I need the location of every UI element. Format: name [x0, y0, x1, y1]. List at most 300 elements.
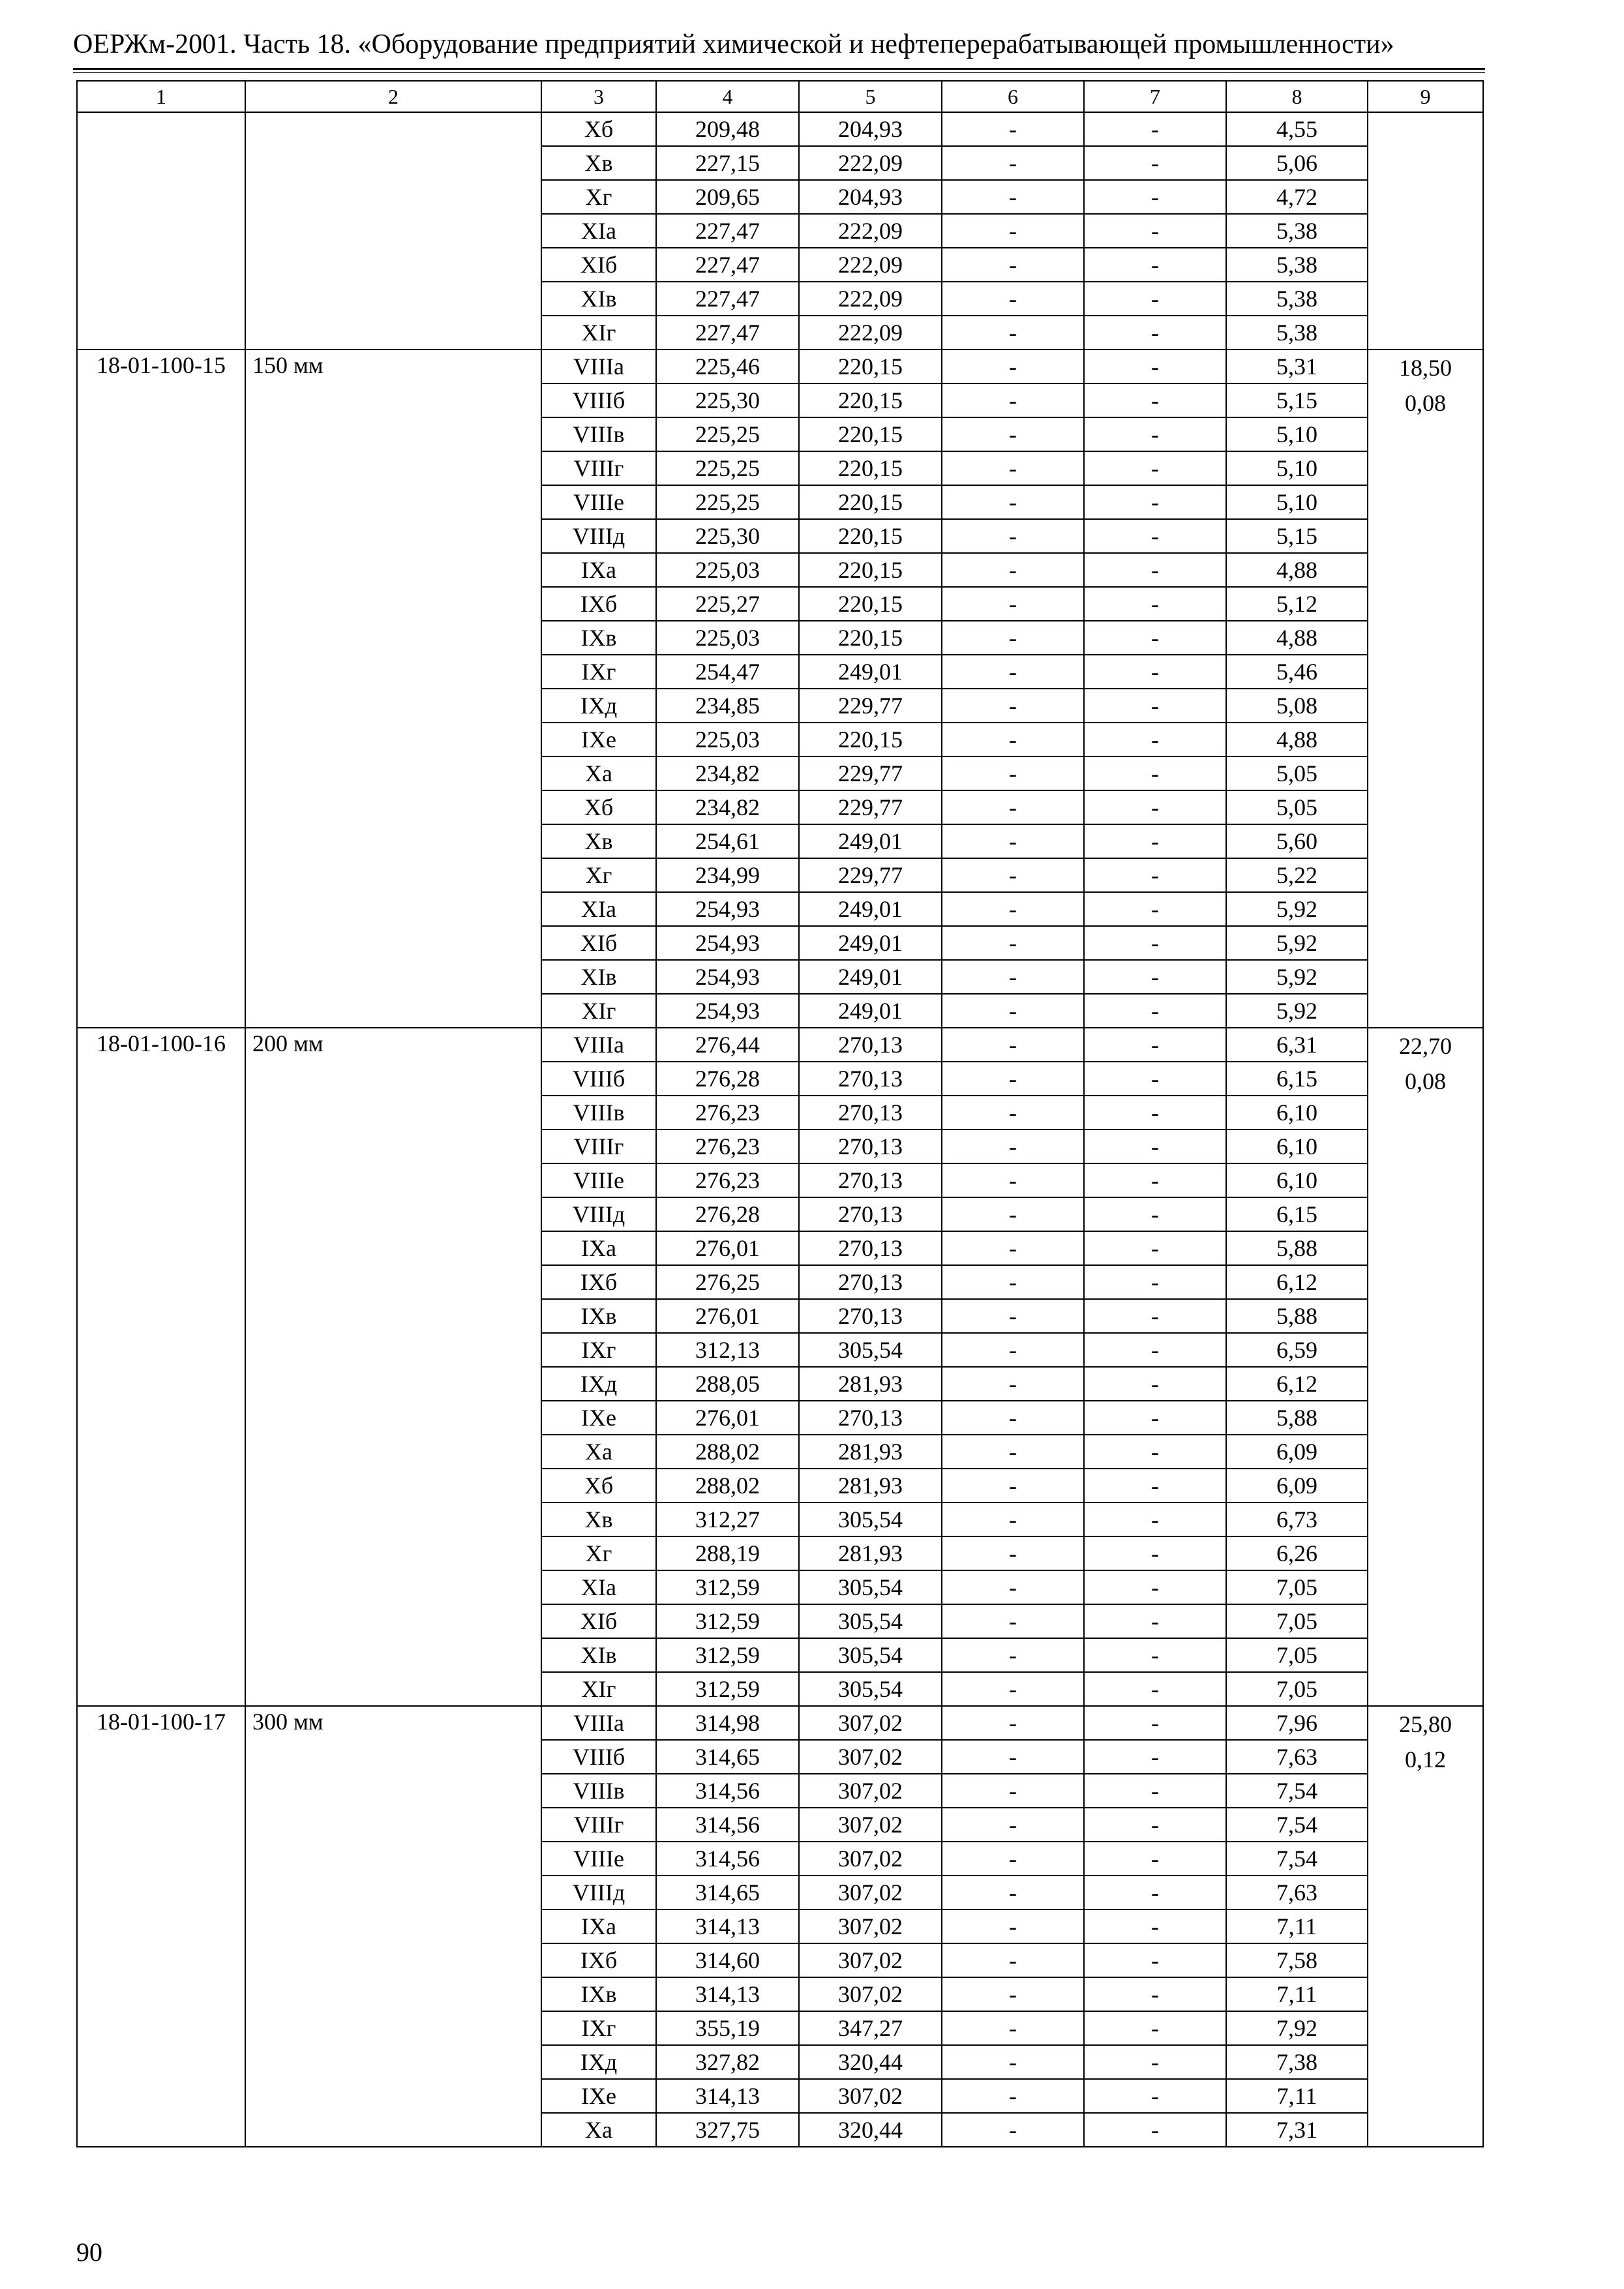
machines-cell: -: [942, 1469, 1084, 1503]
column-number-cell: 4: [656, 81, 799, 112]
machines-cell: -: [942, 146, 1084, 180]
machines-cell: -: [942, 1333, 1084, 1367]
machines-cell: -: [942, 2011, 1084, 2045]
machines-cell: -: [942, 1503, 1084, 1536]
section-cell: Xг: [541, 858, 656, 892]
machines-cell: -: [942, 858, 1084, 892]
total-cost-cell: 254,93: [656, 892, 799, 926]
machines-cell: -: [942, 1909, 1084, 1943]
section-cell: XIв: [541, 282, 656, 316]
materials-cell: 5,15: [1226, 383, 1368, 417]
total-cost-cell: 314,65: [656, 1876, 799, 1909]
machines-cell: -: [942, 1197, 1084, 1231]
materials-cell: 5,38: [1226, 214, 1368, 248]
machinists-wages-cell: -: [1084, 587, 1226, 621]
total-cost-cell: 254,61: [656, 824, 799, 858]
machinists-wages-cell: -: [1084, 1469, 1226, 1503]
total-cost-cell: 227,47: [656, 316, 799, 350]
materials-cell: 6,10: [1226, 1096, 1368, 1130]
machines-cell: -: [942, 1062, 1084, 1096]
wages-cell: 249,01: [799, 926, 942, 960]
section-cell: IXа: [541, 553, 656, 587]
machines-cell: -: [942, 926, 1084, 960]
machines-cell: -: [942, 451, 1084, 485]
materials-cell: 5,06: [1226, 146, 1368, 180]
total-cost-cell: 225,46: [656, 350, 799, 383]
section-cell: IXг: [541, 655, 656, 689]
machinists-wages-cell: -: [1084, 350, 1226, 383]
machinists-wages-cell: -: [1084, 1604, 1226, 1638]
machinists-wages-cell: -: [1084, 960, 1226, 994]
rate-name-cell: 150 мм: [245, 350, 541, 1028]
wages-cell: 220,15: [799, 587, 942, 621]
total-cost-cell: 234,82: [656, 756, 799, 790]
machines-cell: -: [942, 485, 1084, 519]
machines-cell: -: [942, 383, 1084, 417]
total-cost-cell: 209,65: [656, 180, 799, 214]
machines-cell: -: [942, 892, 1084, 926]
materials-cell: 6,59: [1226, 1333, 1368, 1367]
table-row: [77, 1706, 1483, 1740]
header-rule: [73, 68, 1485, 70]
section-cell: VIIIг: [541, 1130, 656, 1163]
rate-code-cell: 18-01-100-15: [77, 350, 245, 1028]
machines-cell: -: [942, 417, 1084, 451]
machines-cell: -: [942, 723, 1084, 756]
materials-cell: 7,54: [1226, 1774, 1368, 1808]
materials-cell: 7,54: [1226, 1842, 1368, 1876]
wages-cell: 305,54: [799, 1333, 942, 1367]
section-cell: VIIIв: [541, 417, 656, 451]
total-cost-cell: 276,01: [656, 1299, 799, 1333]
section-cell: VIIIд: [541, 1876, 656, 1909]
total-cost-cell: 234,99: [656, 858, 799, 892]
materials-cell: 7,31: [1226, 2113, 1368, 2147]
wages-cell: 249,01: [799, 892, 942, 926]
materials-cell: 5,92: [1226, 892, 1368, 926]
wages-cell: 305,54: [799, 1604, 942, 1638]
materials-cell: 6,15: [1226, 1062, 1368, 1096]
materials-cell: 6,26: [1226, 1536, 1368, 1570]
wages-cell: 270,13: [799, 1197, 942, 1231]
machines-cell: -: [942, 1231, 1084, 1265]
total-cost-cell: 276,25: [656, 1265, 799, 1299]
machines-cell: -: [942, 1740, 1084, 1774]
total-cost-cell: 227,47: [656, 248, 799, 282]
wages-cell: 307,02: [799, 1977, 942, 2011]
machinists-wages-cell: -: [1084, 1163, 1226, 1197]
machinists-wages-cell: -: [1084, 1943, 1226, 1977]
machines-cell: -: [942, 1570, 1084, 1604]
section-cell: XIа: [541, 214, 656, 248]
machinists-wages-cell: -: [1084, 146, 1226, 180]
section-cell: XIа: [541, 1570, 656, 1604]
materials-cell: 6,10: [1226, 1163, 1368, 1197]
wages-cell: 270,13: [799, 1265, 942, 1299]
section-cell: Xб: [541, 1469, 656, 1503]
rates-table: [76, 80, 1484, 2147]
total-cost-cell: 225,30: [656, 383, 799, 417]
total-cost-cell: 314,13: [656, 2079, 799, 2113]
section-cell: VIIIв: [541, 1774, 656, 1808]
materials-cell: 4,88: [1226, 553, 1368, 587]
machines-cell: -: [942, 1265, 1084, 1299]
wages-cell: 222,09: [799, 146, 942, 180]
wages-cell: 307,02: [799, 1876, 942, 1909]
labor-cost-value: 0,08: [1405, 1068, 1446, 1094]
total-cost-cell: 234,82: [656, 790, 799, 824]
machinists-wages-cell: -: [1084, 1367, 1226, 1401]
machines-cell: -: [942, 655, 1084, 689]
section-cell: XIб: [541, 248, 656, 282]
rate-name-cell: 200 мм: [245, 1028, 541, 1706]
machinists-wages-cell: -: [1084, 2113, 1226, 2147]
materials-cell: 7,63: [1226, 1740, 1368, 1774]
machinists-wages-cell: -: [1084, 1909, 1226, 1943]
machines-cell: -: [942, 1943, 1084, 1977]
total-cost-cell: 254,93: [656, 926, 799, 960]
machinists-wages-cell: -: [1084, 1977, 1226, 2011]
materials-cell: 5,60: [1226, 824, 1368, 858]
total-cost-cell: 276,23: [656, 1096, 799, 1130]
machinists-wages-cell: -: [1084, 1299, 1226, 1333]
labor-cost-cell: [1368, 350, 1483, 1028]
machinists-wages-cell: -: [1084, 1842, 1226, 1876]
labor-cost-value: 22,70: [1399, 1033, 1452, 1059]
materials-cell: 7,05: [1226, 1638, 1368, 1672]
materials-cell: 5,31: [1226, 350, 1368, 383]
materials-cell: 5,05: [1226, 756, 1368, 790]
wages-cell: 220,15: [799, 383, 942, 417]
wages-cell: 320,44: [799, 2113, 942, 2147]
machines-cell: -: [942, 350, 1084, 383]
machinists-wages-cell: -: [1084, 1638, 1226, 1672]
materials-cell: 6,73: [1226, 1503, 1368, 1536]
section-cell: IXб: [541, 1265, 656, 1299]
section-cell: Xб: [541, 790, 656, 824]
total-cost-cell: 254,47: [656, 655, 799, 689]
wages-cell: 281,93: [799, 1469, 942, 1503]
section-cell: VIIIд: [541, 519, 656, 553]
total-cost-cell: 314,56: [656, 1842, 799, 1876]
wages-cell: 320,44: [799, 2045, 942, 2079]
section-cell: Xб: [541, 112, 656, 146]
total-cost-cell: 225,03: [656, 553, 799, 587]
total-cost-cell: 209,48: [656, 112, 799, 146]
total-cost-cell: 227,47: [656, 214, 799, 248]
total-cost-cell: 276,23: [656, 1130, 799, 1163]
total-cost-cell: 314,98: [656, 1706, 799, 1740]
machinists-wages-cell: -: [1084, 1774, 1226, 1808]
materials-cell: 4,88: [1226, 723, 1368, 756]
machinists-wages-cell: -: [1084, 383, 1226, 417]
wages-cell: 307,02: [799, 1943, 942, 1977]
rate-code-cell: [77, 112, 245, 350]
section-cell: XIв: [541, 960, 656, 994]
rate-name-cell: 300 мм: [245, 1706, 541, 2147]
rate-name-cell: [245, 112, 541, 350]
materials-cell: 5,10: [1226, 417, 1368, 451]
section-cell: VIIIд: [541, 1197, 656, 1231]
machines-cell: -: [942, 1706, 1084, 1740]
labor-cost-value: 0,12: [1405, 1746, 1446, 1773]
section-cell: IXв: [541, 1977, 656, 2011]
machines-cell: -: [942, 282, 1084, 316]
machines-cell: -: [942, 316, 1084, 350]
machinists-wages-cell: -: [1084, 451, 1226, 485]
total-cost-cell: 225,25: [656, 417, 799, 451]
section-cell: XIб: [541, 1604, 656, 1638]
column-number-cell: 8: [1226, 81, 1368, 112]
wages-cell: 249,01: [799, 824, 942, 858]
materials-cell: 7,11: [1226, 1909, 1368, 1943]
machines-cell: -: [942, 553, 1084, 587]
labor-cost-value: 0,08: [1405, 390, 1446, 416]
section-cell: Xв: [541, 824, 656, 858]
wages-cell: 220,15: [799, 723, 942, 756]
machinists-wages-cell: -: [1084, 282, 1226, 316]
machinists-wages-cell: -: [1084, 1435, 1226, 1469]
section-cell: IXб: [541, 1943, 656, 1977]
wages-cell: 270,13: [799, 1299, 942, 1333]
wages-cell: 249,01: [799, 994, 942, 1028]
wages-cell: 307,02: [799, 1808, 942, 1842]
section-cell: VIIIб: [541, 383, 656, 417]
machines-cell: -: [942, 1604, 1084, 1638]
page-number: 90: [76, 2237, 102, 2267]
machinists-wages-cell: -: [1084, 892, 1226, 926]
machines-cell: -: [942, 1028, 1084, 1062]
machinists-wages-cell: -: [1084, 2011, 1226, 2045]
total-cost-cell: 288,19: [656, 1536, 799, 1570]
total-cost-cell: 312,59: [656, 1570, 799, 1604]
total-cost-cell: 276,23: [656, 1163, 799, 1197]
materials-cell: 6,12: [1226, 1367, 1368, 1401]
total-cost-cell: 254,93: [656, 994, 799, 1028]
materials-cell: 5,88: [1226, 1401, 1368, 1435]
total-cost-cell: 314,60: [656, 1943, 799, 1977]
column-number-cell: 7: [1084, 81, 1226, 112]
machines-cell: -: [942, 112, 1084, 146]
wages-cell: 222,09: [799, 282, 942, 316]
section-cell: XIв: [541, 1638, 656, 1672]
machinists-wages-cell: -: [1084, 1265, 1226, 1299]
machinists-wages-cell: -: [1084, 858, 1226, 892]
machinists-wages-cell: -: [1084, 1231, 1226, 1265]
machines-cell: -: [942, 1672, 1084, 1706]
materials-cell: 6,09: [1226, 1435, 1368, 1469]
total-cost-cell: 227,15: [656, 146, 799, 180]
section-cell: XIа: [541, 892, 656, 926]
section-cell: VIIIе: [541, 1842, 656, 1876]
machinists-wages-cell: -: [1084, 1333, 1226, 1367]
materials-cell: 6,10: [1226, 1130, 1368, 1163]
wages-cell: 305,54: [799, 1503, 942, 1536]
wages-cell: 229,77: [799, 756, 942, 790]
total-cost-cell: 276,28: [656, 1197, 799, 1231]
machinists-wages-cell: -: [1084, 994, 1226, 1028]
machinists-wages-cell: -: [1084, 1536, 1226, 1570]
materials-cell: 5,38: [1226, 248, 1368, 282]
wages-cell: 220,15: [799, 553, 942, 587]
machines-cell: -: [942, 248, 1084, 282]
section-cell: XIб: [541, 926, 656, 960]
materials-cell: 7,96: [1226, 1706, 1368, 1740]
total-cost-cell: 314,13: [656, 1909, 799, 1943]
wages-cell: 270,13: [799, 1401, 942, 1435]
materials-cell: 5,05: [1226, 790, 1368, 824]
wages-cell: 220,15: [799, 417, 942, 451]
section-cell: Xа: [541, 1435, 656, 1469]
machinists-wages-cell: -: [1084, 655, 1226, 689]
header-rule-thin: [73, 72, 1485, 73]
materials-cell: 5,38: [1226, 316, 1368, 350]
machinists-wages-cell: -: [1084, 180, 1226, 214]
wages-cell: 220,15: [799, 451, 942, 485]
materials-cell: 5,10: [1226, 485, 1368, 519]
rate-code-cell: 18-01-100-17: [77, 1706, 245, 2147]
section-cell: IXа: [541, 1909, 656, 1943]
wages-cell: 305,54: [799, 1672, 942, 1706]
materials-cell: 5,38: [1226, 282, 1368, 316]
materials-cell: 6,31: [1226, 1028, 1368, 1062]
total-cost-cell: 327,82: [656, 2045, 799, 2079]
materials-cell: 6,15: [1226, 1197, 1368, 1231]
machinists-wages-cell: -: [1084, 417, 1226, 451]
machinists-wages-cell: -: [1084, 1096, 1226, 1130]
machinists-wages-cell: -: [1084, 2079, 1226, 2113]
materials-cell: 7,11: [1226, 2079, 1368, 2113]
column-number-cell: 3: [541, 81, 656, 112]
machinists-wages-cell: -: [1084, 926, 1226, 960]
total-cost-cell: 276,44: [656, 1028, 799, 1062]
wages-cell: 249,01: [799, 960, 942, 994]
machinists-wages-cell: -: [1084, 485, 1226, 519]
machines-cell: -: [942, 756, 1084, 790]
machinists-wages-cell: -: [1084, 1197, 1226, 1231]
section-cell: Xв: [541, 146, 656, 180]
section-cell: VIIIв: [541, 1096, 656, 1130]
machinists-wages-cell: -: [1084, 1028, 1226, 1062]
materials-cell: 5,15: [1226, 519, 1368, 553]
section-cell: VIIIг: [541, 451, 656, 485]
materials-cell: 7,05: [1226, 1604, 1368, 1638]
table-body: [77, 81, 1483, 2147]
total-cost-cell: 225,25: [656, 451, 799, 485]
wages-cell: 220,15: [799, 485, 942, 519]
section-cell: IXв: [541, 1299, 656, 1333]
machinists-wages-cell: -: [1084, 1740, 1226, 1774]
materials-cell: 5,10: [1226, 451, 1368, 485]
wages-cell: 270,13: [799, 1062, 942, 1096]
section-cell: IXе: [541, 2079, 656, 2113]
machines-cell: -: [942, 621, 1084, 655]
column-number-cell: 2: [245, 81, 541, 112]
machinists-wages-cell: -: [1084, 1503, 1226, 1536]
page-header-title: ОЕРЖм-2001. Часть 18. «Оборудование предприятий химической и нефтеперерабатывающей промышленности»: [73, 29, 1394, 59]
wages-cell: 229,77: [799, 858, 942, 892]
total-cost-cell: 314,13: [656, 1977, 799, 2011]
machinists-wages-cell: -: [1084, 756, 1226, 790]
section-cell: VIIIб: [541, 1062, 656, 1096]
wages-cell: 204,93: [799, 112, 942, 146]
machinists-wages-cell: -: [1084, 1672, 1226, 1706]
section-cell: IXд: [541, 689, 656, 723]
wages-cell: 204,93: [799, 180, 942, 214]
wages-cell: 270,13: [799, 1231, 942, 1265]
total-cost-cell: 288,02: [656, 1435, 799, 1469]
column-number-row: [77, 81, 1483, 112]
machinists-wages-cell: -: [1084, 1808, 1226, 1842]
machinists-wages-cell: -: [1084, 1706, 1226, 1740]
materials-cell: 5,88: [1226, 1231, 1368, 1265]
materials-cell: 5,92: [1226, 926, 1368, 960]
machinists-wages-cell: -: [1084, 1130, 1226, 1163]
wages-cell: 305,54: [799, 1638, 942, 1672]
section-cell: IXе: [541, 723, 656, 756]
machinists-wages-cell: -: [1084, 1570, 1226, 1604]
wages-cell: 229,77: [799, 689, 942, 723]
machines-cell: -: [942, 214, 1084, 248]
materials-cell: 5,08: [1226, 689, 1368, 723]
total-cost-cell: 288,02: [656, 1469, 799, 1503]
total-cost-cell: 254,93: [656, 960, 799, 994]
machines-cell: -: [942, 2113, 1084, 2147]
machines-cell: -: [942, 1842, 1084, 1876]
machines-cell: -: [942, 790, 1084, 824]
materials-cell: 7,92: [1226, 2011, 1368, 2045]
machines-cell: -: [942, 1876, 1084, 1909]
column-number-cell: 1: [77, 81, 245, 112]
materials-cell: 4,55: [1226, 112, 1368, 146]
total-cost-cell: 234,85: [656, 689, 799, 723]
machinists-wages-cell: -: [1084, 621, 1226, 655]
machinists-wages-cell: -: [1084, 1062, 1226, 1096]
machinists-wages-cell: -: [1084, 723, 1226, 756]
wages-cell: 270,13: [799, 1028, 942, 1062]
labor-cost-value: 18,50: [1399, 355, 1452, 381]
total-cost-cell: 276,01: [656, 1401, 799, 1435]
machines-cell: -: [942, 824, 1084, 858]
total-cost-cell: 225,27: [656, 587, 799, 621]
total-cost-cell: 312,59: [656, 1638, 799, 1672]
wages-cell: 229,77: [799, 790, 942, 824]
machinists-wages-cell: -: [1084, 2045, 1226, 2079]
section-cell: Xг: [541, 180, 656, 214]
machines-cell: -: [942, 1130, 1084, 1163]
wages-cell: 270,13: [799, 1130, 942, 1163]
machines-cell: -: [942, 1096, 1084, 1130]
wages-cell: 281,93: [799, 1435, 942, 1469]
total-cost-cell: 312,59: [656, 1604, 799, 1638]
total-cost-cell: 312,13: [656, 1333, 799, 1367]
total-cost-cell: 288,05: [656, 1367, 799, 1401]
machines-cell: -: [942, 180, 1084, 214]
materials-cell: 5,88: [1226, 1299, 1368, 1333]
section-cell: IXг: [541, 2011, 656, 2045]
wages-cell: 222,09: [799, 248, 942, 282]
materials-cell: 7,11: [1226, 1977, 1368, 2011]
section-cell: VIIIе: [541, 1163, 656, 1197]
total-cost-cell: 312,59: [656, 1672, 799, 1706]
section-cell: XIг: [541, 994, 656, 1028]
section-cell: IXг: [541, 1333, 656, 1367]
wages-cell: 281,93: [799, 1536, 942, 1570]
machines-cell: -: [942, 1536, 1084, 1570]
materials-cell: 7,58: [1226, 1943, 1368, 1977]
total-cost-cell: 314,56: [656, 1808, 799, 1842]
rate-code-cell: 18-01-100-16: [77, 1028, 245, 1706]
